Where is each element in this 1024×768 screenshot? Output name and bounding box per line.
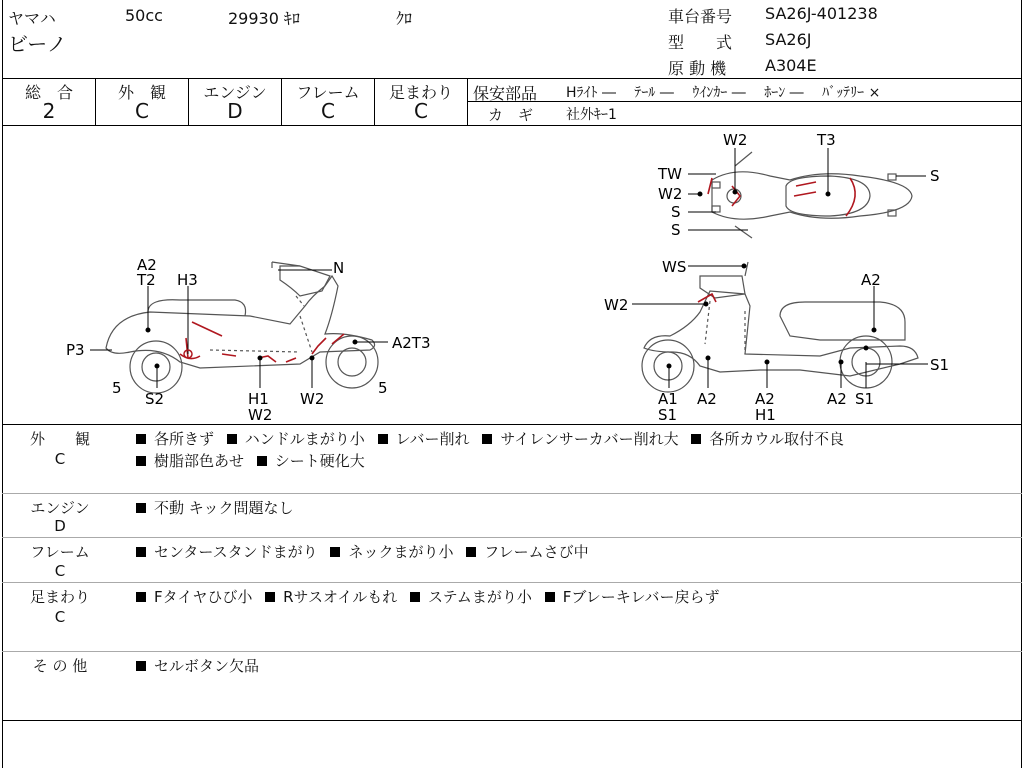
section-label: 足まわり (29, 588, 90, 606)
diagram-label: 5 (378, 379, 388, 397)
grade-header-exterior: 外 観 (117, 83, 166, 102)
diagram-label: S1 (855, 390, 875, 408)
remark: シート硬化大 (274, 452, 365, 470)
divider (2, 424, 1022, 425)
bullet-icon (466, 547, 476, 557)
model-name: ビーノ (8, 32, 67, 56)
diagram-label: H1 (248, 390, 269, 408)
scooter-top-damage-marks (708, 178, 855, 216)
security-label: 保安部品 (473, 84, 538, 103)
section-grade: D (54, 517, 66, 535)
bullet-icon (136, 592, 146, 602)
remark: 不動 キック問題なし (154, 499, 294, 517)
color: ｸﾛ (396, 9, 413, 28)
remark: フレームさび中 (484, 543, 589, 561)
mileage: 29930 ｷﾛ (228, 9, 300, 28)
section-grade: C (54, 562, 66, 580)
displacement: 50cc (125, 6, 163, 25)
diagram-label: N (333, 259, 345, 277)
diagram-label: A2 (861, 271, 881, 289)
bullet-icon (136, 661, 146, 671)
remark: ハンドルまがり小 (244, 430, 365, 448)
diagram-label: W2 (723, 131, 748, 149)
divider (2, 582, 1022, 583)
diagram-label: P3 (66, 341, 85, 359)
grade-value-frame: C (321, 99, 335, 123)
damage-diagram (0, 126, 1022, 424)
remark: 樹脂部色あせ (154, 452, 245, 470)
grade-value-exterior: C (135, 99, 149, 123)
diagram-label: A2 (827, 390, 847, 408)
scooter-top-sketch (712, 152, 912, 238)
remark: ネックまがり小 (348, 543, 454, 561)
divider (2, 493, 1022, 494)
diagram-label: W2 (658, 185, 683, 203)
remark: センタースタンドまがり (154, 543, 318, 561)
grade-header-frame: フレーム (296, 83, 360, 102)
remark: Fタイヤひび小 (154, 588, 253, 606)
grade-value-suspension: C (414, 99, 428, 123)
remarks-line (136, 586, 720, 607)
diagram-label: A2 (755, 390, 775, 408)
diagram-label: S1 (930, 356, 950, 374)
diagram-label: W2 (248, 406, 273, 424)
scooter-left-damage-marks (180, 322, 344, 362)
diagram-label: A2 (697, 390, 717, 408)
remarks-line (136, 541, 589, 562)
diagram-label: T2 (137, 271, 156, 289)
maker: ヤマハ (8, 9, 56, 28)
diagram-label: WS (662, 258, 687, 276)
diagram-label: A2T3 (392, 334, 431, 352)
security-items: Hﾗｲﾄ ― ﾃｰﾙ ― ｳｲﾝｶｰ ― ﾎｰﾝ ― ﾊﾞｯﾃﾘｰ × (566, 85, 881, 101)
diagram-label: A1 (658, 390, 678, 408)
bullet-icon (227, 434, 237, 444)
divider (2, 537, 1022, 538)
bullet-icon (265, 592, 275, 602)
remark: 各所きず (154, 430, 215, 448)
key-label: カ ギ (488, 106, 534, 124)
diagram-label: S2 (145, 390, 165, 408)
divider (2, 651, 1022, 652)
engine-value: A304E (765, 56, 817, 75)
section-grade: C (54, 450, 66, 468)
type-value: SA26J (765, 30, 812, 49)
remark: Fブレーキレバー戻らず (562, 588, 720, 606)
key-value: 社外ｷｰ1 (566, 107, 617, 123)
diagram-label: S1 (658, 406, 678, 424)
remarks-line (136, 428, 844, 449)
remark: セルボタン欠品 (154, 657, 260, 675)
type-label: 型 式 (668, 33, 733, 52)
grade-header-suspension: 足まわり (388, 83, 453, 102)
grade-header-overall: 総 合 (24, 83, 73, 102)
bullet-icon (330, 547, 340, 557)
bullet-icon (136, 434, 146, 444)
diagram-label: A2 (137, 256, 157, 274)
diagram-label: S (671, 203, 681, 221)
chassis-value: SA26J-401238 (765, 4, 878, 23)
remark: 各所カウル取付不良 (709, 430, 844, 448)
section-label: エンジン (30, 499, 90, 517)
divider (2, 78, 1022, 79)
bullet-icon (136, 503, 146, 513)
remarks-line (136, 655, 259, 676)
bullet-icon (257, 456, 267, 466)
grade-value-engine: D (227, 99, 243, 123)
remarks-line (136, 450, 365, 471)
remark: Rサスオイルもれ (283, 588, 398, 606)
remark: サイレンサーカバー削れ大 (500, 430, 679, 448)
bullet-icon (136, 547, 146, 557)
bullet-icon (691, 434, 701, 444)
bullet-icon (136, 456, 146, 466)
section-grade: C (54, 608, 66, 626)
diagram-label: H3 (177, 271, 198, 289)
bullet-icon (410, 592, 420, 602)
divider (2, 720, 1022, 721)
engine-label: 原 動 機 (668, 59, 727, 78)
grade-value-overall: 2 (42, 99, 56, 123)
diagram-label: H1 (755, 406, 776, 424)
remarks-line (136, 497, 293, 518)
bullet-icon (378, 434, 388, 444)
diagram-label: S (930, 167, 940, 185)
remark: レバー削れ (395, 430, 470, 448)
section-label: 外 観 (29, 430, 90, 448)
remark: ステムまがり小 (427, 588, 532, 606)
section-label: フレーム (30, 543, 90, 561)
bullet-icon (545, 592, 555, 602)
diagram-label: 5 (112, 379, 122, 397)
diagram-label: TW (658, 165, 682, 183)
diagram-label: T3 (817, 131, 836, 149)
diagram-label: W2 (300, 390, 325, 408)
diagram-label: S (671, 221, 681, 239)
section-label: そ の 他 (32, 657, 88, 675)
chassis-label: 車台番号 (668, 7, 733, 26)
grade-header-engine: エンジン (203, 83, 267, 102)
diagram-label: W2 (604, 296, 629, 314)
bullet-icon (482, 434, 492, 444)
